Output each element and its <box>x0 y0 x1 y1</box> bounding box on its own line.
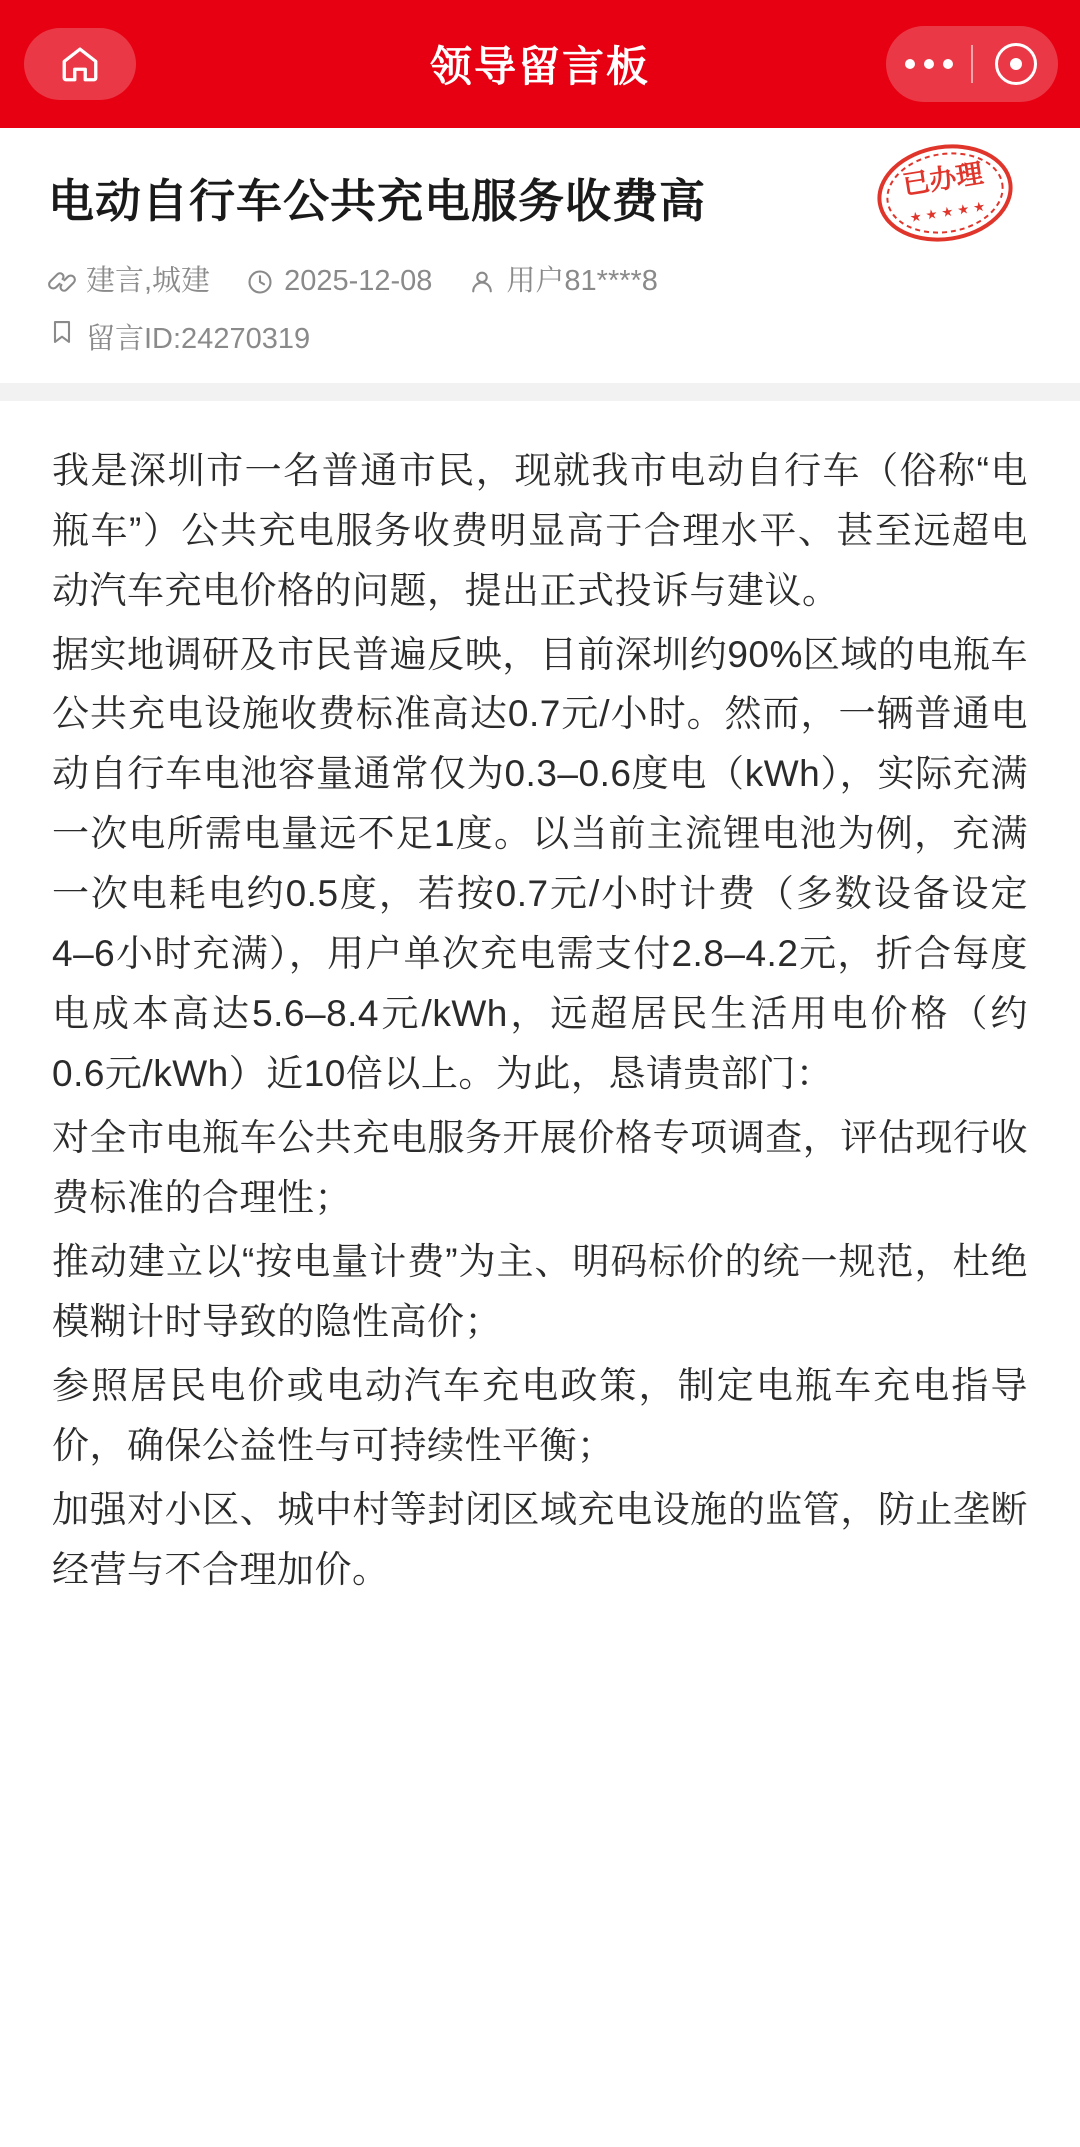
home-icon <box>58 43 102 85</box>
user-icon <box>468 268 496 296</box>
post-header <box>0 128 1080 383</box>
clock-icon <box>246 268 274 296</box>
bookmark-icon <box>48 318 76 354</box>
content-paragraph: 我是深圳市一名普通市民，现就我市电动自行车（俗称“电瓶车”）公共充电服务收费明显高于合理水平、甚至远超电动汽车充电价格的问题，提出正式投诉与建议。 <box>52 449 1028 611</box>
meta-date-text: 2025-12-08 <box>284 264 433 297</box>
svg-text:★ ★ ★ ★ ★: ★ ★ ★ ★ ★ <box>909 200 987 225</box>
meta-id-row <box>48 316 1032 357</box>
meta-user <box>468 266 658 298</box>
close-capsule-button[interactable] <box>973 43 1058 85</box>
svg-text:已办理: 已办理 <box>900 158 986 201</box>
meta-category-text: 建言,城建 <box>86 264 211 297</box>
status-stamp <box>862 127 1027 259</box>
tag-icon <box>48 268 76 296</box>
home-button[interactable] <box>24 28 136 100</box>
top-navigation-bar <box>0 0 1080 128</box>
page-title: 领导留言板 <box>429 43 650 90</box>
content-paragraph: 对全市电瓶车公共充电服务开展价格专项调查，评估现行收费标准的合理性； <box>52 1117 1028 1218</box>
target-icon <box>995 43 1037 85</box>
meta-user-text: 用户81****8 <box>506 264 658 297</box>
meta-category <box>48 266 210 298</box>
meta-date <box>246 266 432 298</box>
post-title: 电动自行车公共充电服务收费高 <box>48 175 706 227</box>
mini-program-capsule[interactable] <box>886 26 1058 102</box>
section-divider <box>0 383 1080 401</box>
content-paragraph: 推动建立以“按电量计费”为主、明码标价的统一规范，杜绝模糊计时导致的隐性高价； <box>52 1240 1028 1342</box>
more-dots-icon[interactable] <box>886 59 971 69</box>
post-content <box>0 401 1080 1600</box>
post-meta <box>48 266 1032 314</box>
content-paragraph: 加强对小区、城中村等封闭区域充电设施的监管，防止垄断经营与不合理加价。 <box>52 1488 1028 1590</box>
content-paragraph: 据实地调研及市民普遍反映，目前深圳约90%区域的电瓶车公共充电设施收费标准高达0.7元/小时。然而，一辆普通电动自行车电池容量通常仅为0.3–0.6度电（kWh），实际充满一次电所需电量远不足1度。以当前主流锂电池为例，充满一次电耗电约0.5度，若按0.7元/小时计费（多数设备设定4–6小时充满），用户单次充电需支付2.8–4.2元，折合每度电成本高达5.6–8.4元/kWh，远超居民生活用电价格（约0.6元/kWh）近10倍以上。为此，恳请贵部门： <box>52 633 1028 1095</box>
content-paragraph: 参照居民电价或电动汽车充电政策，制定电瓶车充电指导价，确保公益性与可持续性平衡； <box>52 1364 1028 1466</box>
meta-id-text: 留言ID:24270319 <box>86 322 311 355</box>
